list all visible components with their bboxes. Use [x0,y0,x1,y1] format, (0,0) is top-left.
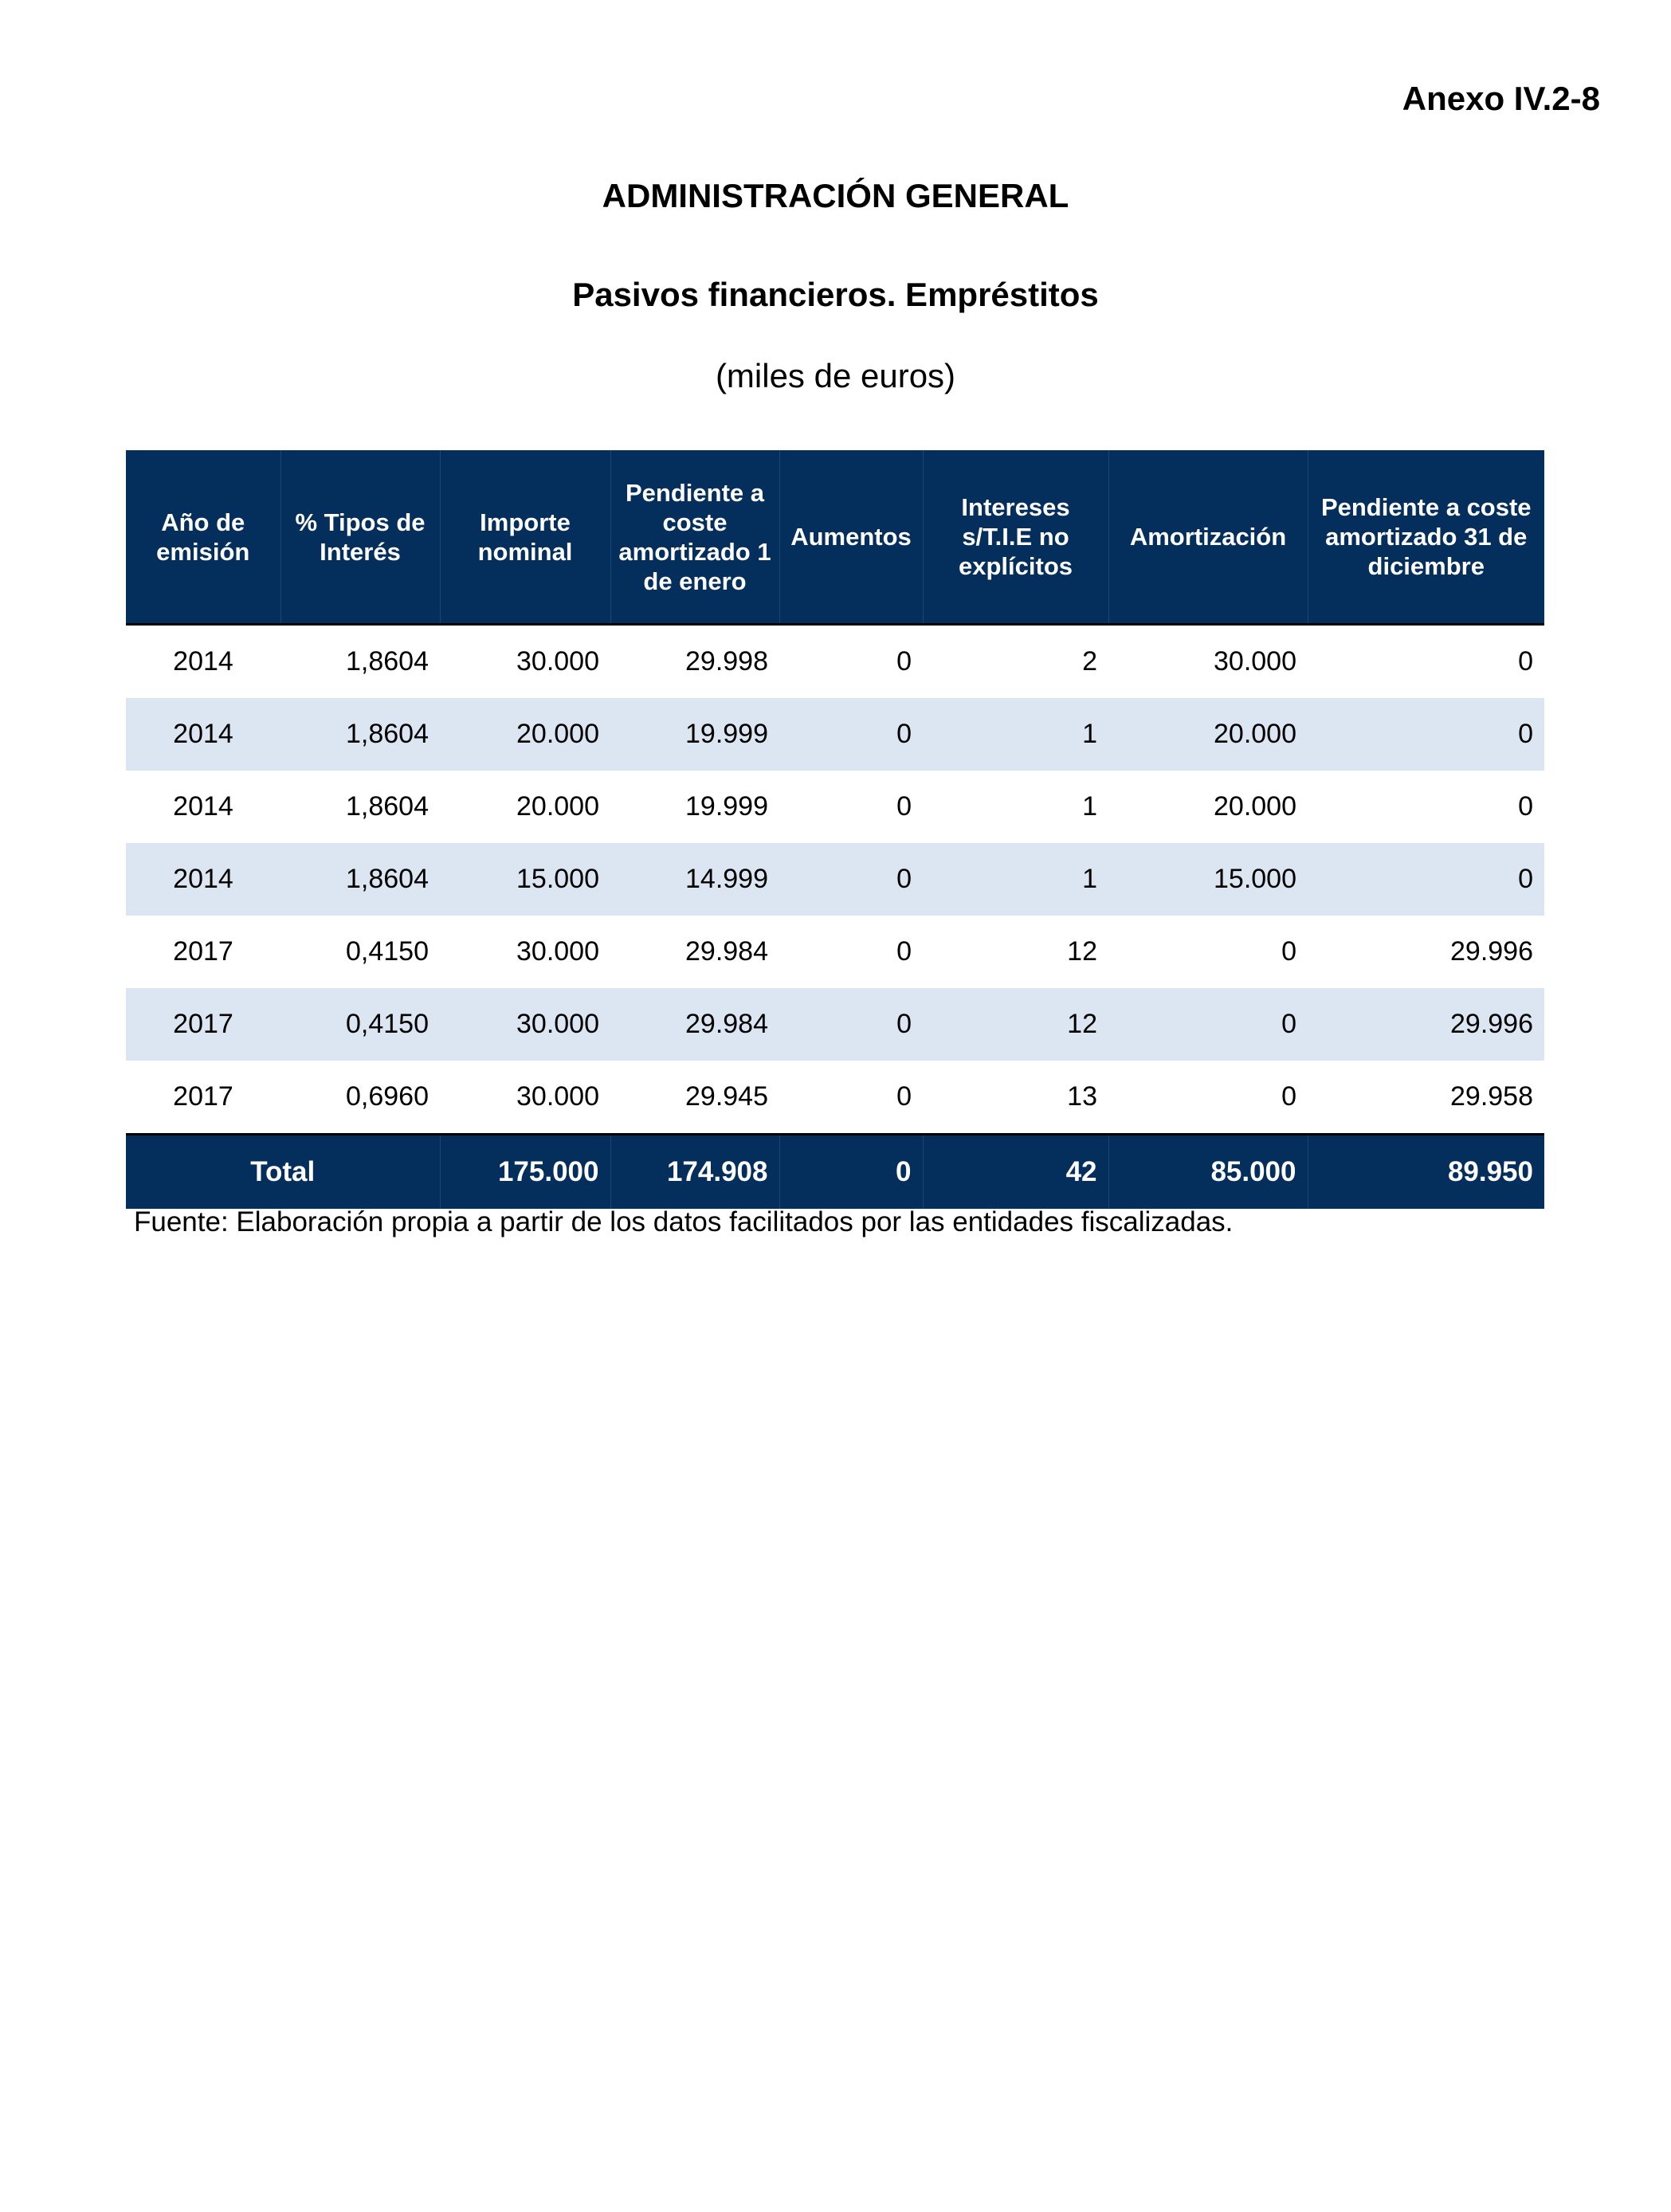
cell-year: 2014 [126,698,280,771]
cell-pending-end: 0 [1308,698,1544,771]
cell-pending-end: 0 [1518,791,1533,822]
annex-label: Anexo IV.2-8 [1402,80,1600,117]
cell-pending-end: 29.958 [1450,1081,1533,1112]
page-subtitle: Pasivos financieros. Empréstitos [572,276,1099,313]
cell-pending-start: 19.999 [610,698,779,771]
cell-interest-rate: 1,8604 [280,843,440,916]
cell-increases: 0 [896,646,912,677]
cell-year: 2017 [173,1081,233,1112]
cell-interest-tie: 1 [923,843,1108,916]
table-row [126,843,1544,916]
cell-pending-start: 14.999 [610,843,779,916]
total-amortization: 85.000 [1108,1135,1308,1210]
total-pending-start: 174.908 [610,1135,779,1210]
units-note: (miles de euros) [715,357,956,394]
header-year: Año de emisión [126,450,280,625]
cell-amortization: 20.000 [1214,791,1296,822]
table-row [126,988,1544,1061]
cell-amortization: 0 [1281,1081,1296,1112]
cell-pending-start: 19.999 [685,791,768,822]
cell-increases: 0 [779,988,923,1061]
table-row [126,771,1544,843]
cell-nominal-amount: 30.000 [440,988,610,1061]
header-increases: Aumentos [779,450,923,625]
table-row [126,1061,1544,1135]
cell-increases: 0 [896,936,912,967]
cell-nominal-amount: 20.000 [516,791,599,822]
table-header-row [126,450,1544,625]
cell-increases: 0 [779,843,923,916]
table-row [126,698,1544,771]
cell-year: 2017 [173,936,233,967]
cell-amortization: 15.000 [1108,843,1308,916]
cell-nominal-amount: 20.000 [440,698,610,771]
cell-pending-end: 29.996 [1308,988,1544,1061]
header-amortization: Amortización [1108,450,1308,625]
cell-interest-tie: 12 [923,988,1108,1061]
cell-nominal-amount: 30.000 [516,646,599,677]
total-pending-end: 89.950 [1308,1135,1544,1210]
cell-year: 2014 [126,843,280,916]
cell-interest-rate: 0,6960 [346,1081,429,1112]
cell-amortization: 0 [1108,988,1308,1061]
cell-amortization: 20.000 [1108,698,1308,771]
cell-year: 2014 [173,646,233,677]
cell-interest-rate: 0,4150 [280,988,440,1061]
cell-amortization: 0 [1281,936,1296,967]
cell-pending-end: 0 [1308,843,1544,916]
total-increases: 0 [779,1135,923,1210]
cell-interest-rate: 1,8604 [280,698,440,771]
cell-nominal-amount: 15.000 [440,843,610,916]
header-nominal-amount: Importe nominal [440,450,610,625]
cell-interest-tie: 13 [1067,1081,1097,1112]
header-interest-rate: % Tipos de Interés [280,450,440,625]
header-interest-tie: Intereses s/T.I.E no explícitos [923,450,1108,625]
table-row [126,916,1544,988]
table-row [126,625,1544,699]
cell-increases: 0 [896,1081,912,1112]
cell-interest-tie: 1 [1082,791,1097,822]
cell-interest-rate: 1,8604 [346,791,429,822]
cell-increases: 0 [779,698,923,771]
cell-pending-end: 0 [1518,646,1533,677]
total-label: Total [126,1135,440,1210]
cell-nominal-amount: 30.000 [516,936,599,967]
header-pending-end: Pendiente a coste amortizado 31 de diciembre [1308,450,1544,625]
source-note: Fuente: Elaboración propia a partir de los datos facilitados por las entidades fiscalizadas. [134,1206,1234,1237]
cell-pending-end: 29.996 [1450,936,1533,967]
cell-pending-start: 29.945 [685,1081,768,1112]
table-total-row [126,1135,1544,1210]
total-interest-tie: 42 [923,1135,1108,1210]
cell-interest-tie: 2 [1082,646,1097,677]
page-title: ADMINISTRACIÓN GENERAL [602,177,1069,214]
header-pending-start: Pendiente a coste amortizado 1 de enero [610,450,779,625]
cell-year: 2017 [126,988,280,1061]
cell-interest-rate: 0,4150 [346,936,429,967]
cell-pending-start: 29.984 [610,988,779,1061]
borrowings-table [126,450,1544,1209]
cell-increases: 0 [896,791,912,822]
cell-interest-tie: 1 [923,698,1108,771]
cell-pending-start: 29.984 [685,936,768,967]
total-nominal-amount: 175.000 [440,1135,610,1210]
cell-interest-tie: 12 [1067,936,1097,967]
cell-nominal-amount: 30.000 [516,1081,599,1112]
cell-interest-rate: 1,8604 [346,646,429,677]
cell-pending-start: 29.998 [685,646,768,677]
cell-amortization: 30.000 [1214,646,1296,677]
cell-year: 2014 [173,791,233,822]
